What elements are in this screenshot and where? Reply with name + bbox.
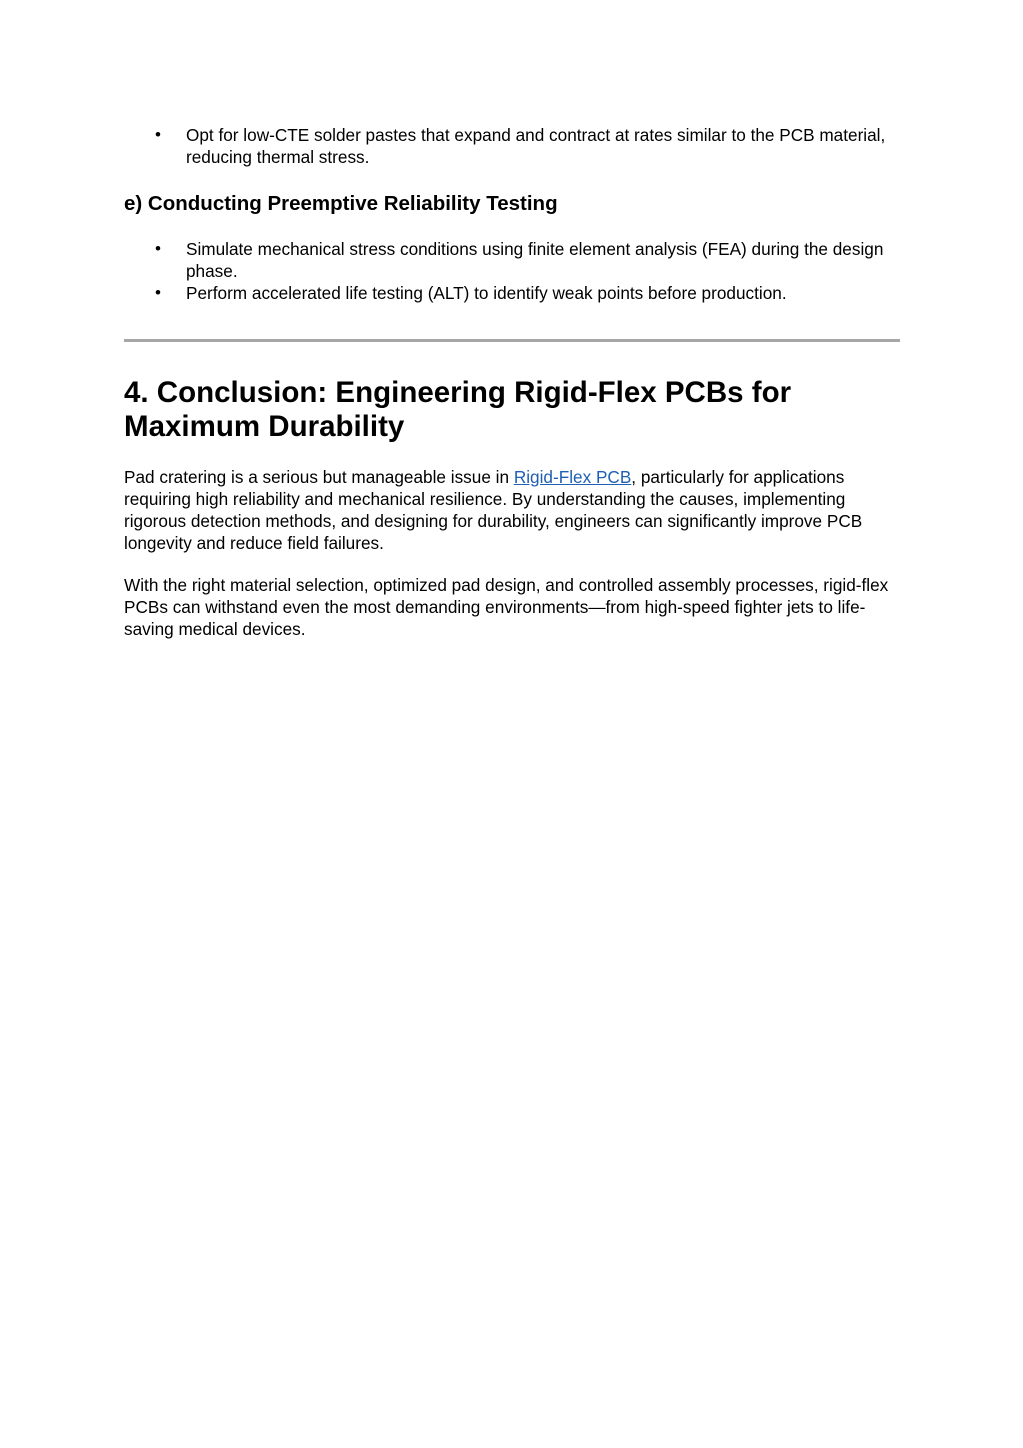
paragraph-text-before-link: Pad cratering is a serious but manageable issue in xyxy=(124,467,514,487)
heading-line-1: 4. Conclusion: Engineering Rigid-Flex PCBs for xyxy=(124,376,792,409)
bullet-icon: • xyxy=(155,283,161,302)
conclusion-paragraph-1 xyxy=(124,466,900,554)
heading-line-2: Maximum Durability xyxy=(124,410,405,443)
list-item xyxy=(124,282,900,304)
rigid-flex-pcb-link[interactable]: Rigid-Flex PCB xyxy=(513,467,632,487)
bullet-list-solder xyxy=(124,124,900,168)
section-subheading: e) Conducting Preemptive Reliability Testing xyxy=(124,192,558,215)
paragraph-text-after-link: , particularly for applications requiring high reliability and mechanical resilience. By understanding the causes, implementing rigorous detection methods, and designing for durability, engineers can significantly improve PCB longevity and reduce field failures. xyxy=(124,467,863,553)
horizontal-divider xyxy=(124,339,900,342)
bullet-icon: • xyxy=(155,125,161,144)
list-item-text: Perform accelerated life testing (ALT) to identify weak points before production. xyxy=(186,283,787,303)
conclusion-paragraph-2: With the right material selection, optimized pad design, and controlled assembly processes, rigid-flex PCBs can withstand even the most demanding environments—from high-speed fighter jets to life-saving medical devices. xyxy=(124,575,889,639)
list-item-text: Opt for low-CTE solder pastes that expand and contract at rates similar to the PCB material, reducing thermal stress. xyxy=(186,125,886,167)
list-item xyxy=(124,238,900,282)
list-item-text: Simulate mechanical stress conditions using finite element analysis (FEA) during the design phase. xyxy=(186,239,884,281)
bullet-list-testing xyxy=(124,238,900,304)
bullet-icon: • xyxy=(155,239,161,258)
conclusion-heading xyxy=(124,376,900,444)
list-item xyxy=(124,124,900,168)
